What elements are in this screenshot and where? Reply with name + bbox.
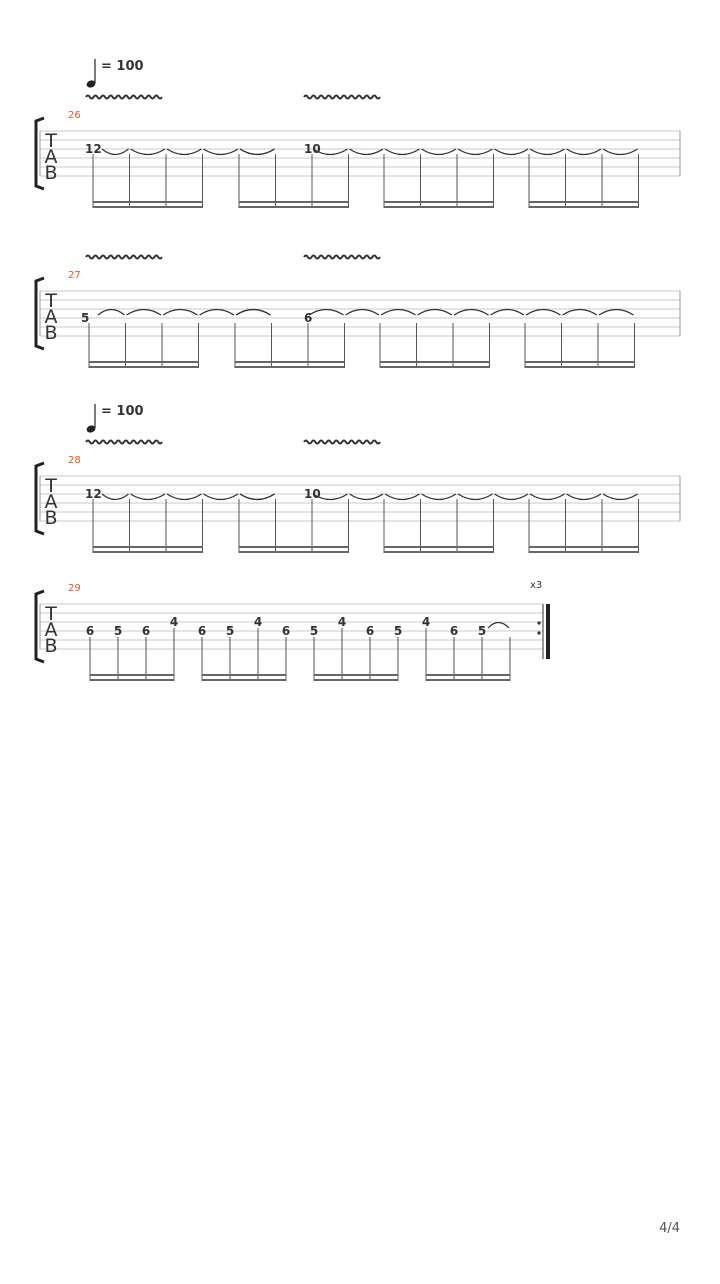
- tie-arc: [127, 310, 162, 316]
- beam: [380, 361, 490, 363]
- beam: [235, 361, 345, 363]
- beam: [384, 546, 494, 548]
- fret-number: 5: [477, 624, 487, 638]
- fret-number: 6: [141, 624, 151, 638]
- tab-clef-letter: A: [44, 306, 58, 328]
- tie-arc: [567, 494, 602, 500]
- tie-arc: [495, 149, 529, 155]
- tie-arc: [381, 310, 416, 316]
- tie-arc: [204, 149, 239, 155]
- beam: [90, 679, 174, 681]
- tempo-marking: = 100: [101, 59, 144, 74]
- fret-number: 6: [449, 624, 459, 638]
- beam: [525, 361, 635, 363]
- tempo-marking: = 100: [101, 404, 144, 419]
- beam: [239, 206, 349, 208]
- tie-arc: [346, 310, 380, 316]
- repeat-dot: [537, 631, 540, 634]
- tab-clef-letter: T: [45, 475, 57, 497]
- tab-clef-letter: T: [45, 290, 57, 312]
- fret-number: 6: [304, 311, 313, 325]
- fret-number: 5: [225, 624, 235, 638]
- tab-clef-letter: T: [45, 130, 57, 152]
- tab-clef-letter: B: [44, 635, 58, 657]
- measure-number: 29: [68, 583, 81, 594]
- beam: [529, 551, 639, 553]
- tab-system-28: [36, 404, 680, 553]
- beam: [426, 679, 510, 681]
- tie-arc: [167, 149, 202, 155]
- tie-arc: [454, 310, 489, 316]
- vibrato-mark: [304, 256, 380, 259]
- tie-arc: [567, 149, 602, 155]
- tie-arc: [385, 149, 420, 155]
- fret-number: 4: [169, 615, 179, 629]
- tie-arc: [422, 494, 457, 500]
- fret-number: 12: [85, 487, 102, 501]
- beam: [202, 679, 286, 681]
- tie-arc: [603, 149, 638, 155]
- beam: [89, 361, 199, 363]
- tie-arc: [350, 494, 384, 500]
- tab-clef-letter: A: [44, 146, 58, 168]
- tie-arc: [603, 494, 638, 500]
- tab-clef-letter: B: [44, 507, 58, 529]
- beam: [384, 201, 494, 203]
- tie-arc: [102, 149, 129, 155]
- tie-arc: [200, 310, 235, 316]
- tie-arc: [530, 149, 565, 155]
- vibrato-mark: [86, 441, 162, 444]
- repeat-dot: [537, 621, 540, 624]
- measure-number: 27: [68, 270, 81, 281]
- tie-arc: [240, 494, 275, 500]
- tie-arc: [385, 494, 420, 500]
- beam: [93, 206, 203, 208]
- fret-number: 6: [197, 624, 207, 638]
- tie-arc: [204, 494, 239, 500]
- beam: [239, 546, 349, 548]
- tab-system-29: [36, 580, 550, 681]
- tab-clef-letter: B: [44, 162, 58, 184]
- repeat-thick-barline: [546, 604, 550, 659]
- tie-arc: [98, 310, 125, 316]
- beam: [202, 674, 286, 676]
- fret-number: 10: [304, 142, 321, 156]
- fret-number: 6: [281, 624, 291, 638]
- beam: [93, 546, 203, 548]
- tie-arc: [458, 494, 493, 500]
- tie-arc: [599, 310, 634, 316]
- fret-number: 5: [309, 624, 319, 638]
- tie-arc: [526, 310, 561, 316]
- fret-number: 5: [81, 311, 90, 325]
- beam: [529, 201, 639, 203]
- tab-clef-letter: B: [44, 322, 58, 344]
- beam: [314, 679, 398, 681]
- beam: [426, 674, 510, 676]
- tie-arc: [236, 310, 271, 316]
- beam: [384, 551, 494, 553]
- tab-system-26: [36, 59, 680, 208]
- page-number: 4/4: [659, 1221, 680, 1236]
- tie-arc: [309, 310, 344, 316]
- vibrato-mark: [86, 256, 162, 259]
- fret-number: 4: [421, 615, 431, 629]
- tie-arc: [422, 149, 457, 155]
- fret-number: 5: [393, 624, 403, 638]
- beam: [239, 201, 349, 203]
- beam: [93, 201, 203, 203]
- beam: [384, 206, 494, 208]
- beam: [90, 674, 174, 676]
- beam: [93, 551, 203, 553]
- beam: [529, 206, 639, 208]
- tie-arc: [167, 494, 202, 500]
- fret-number: 10: [304, 487, 321, 501]
- beam: [314, 674, 398, 676]
- tie-arc: [530, 494, 565, 500]
- beam: [89, 366, 199, 368]
- fret-number: 5: [113, 624, 123, 638]
- tie-arc: [102, 494, 129, 500]
- vibrato-mark: [304, 441, 380, 444]
- fret-number: 4: [253, 615, 263, 629]
- measure-number: 26: [68, 110, 81, 121]
- fret-number: 4: [337, 615, 347, 629]
- tie-arc: [495, 494, 529, 500]
- tie-arc: [418, 310, 453, 316]
- vibrato-mark: [86, 96, 162, 99]
- tie-arc: [163, 310, 198, 316]
- fret-number: 6: [365, 624, 375, 638]
- repeat-count: x3: [530, 580, 543, 591]
- tie-arc: [458, 149, 493, 155]
- tie-arc: [488, 623, 509, 629]
- tie-arc: [131, 149, 166, 155]
- tie-arc: [563, 310, 598, 316]
- beam: [525, 366, 635, 368]
- tab-clef-letter: A: [44, 491, 58, 513]
- tie-arc: [131, 494, 166, 500]
- beam: [529, 546, 639, 548]
- tie-arc: [350, 149, 384, 155]
- vibrato-mark: [304, 96, 380, 99]
- fret-number: 12: [85, 142, 102, 156]
- tab-system-27: [36, 256, 680, 369]
- measure-number: 28: [68, 455, 81, 466]
- beam: [239, 551, 349, 553]
- tab-clef-letter: T: [45, 603, 57, 625]
- tab-clef-letter: A: [44, 619, 58, 641]
- beam: [380, 366, 490, 368]
- beam: [235, 366, 345, 368]
- fret-number: 6: [85, 624, 95, 638]
- tie-arc: [491, 310, 525, 316]
- tie-arc: [240, 149, 275, 155]
